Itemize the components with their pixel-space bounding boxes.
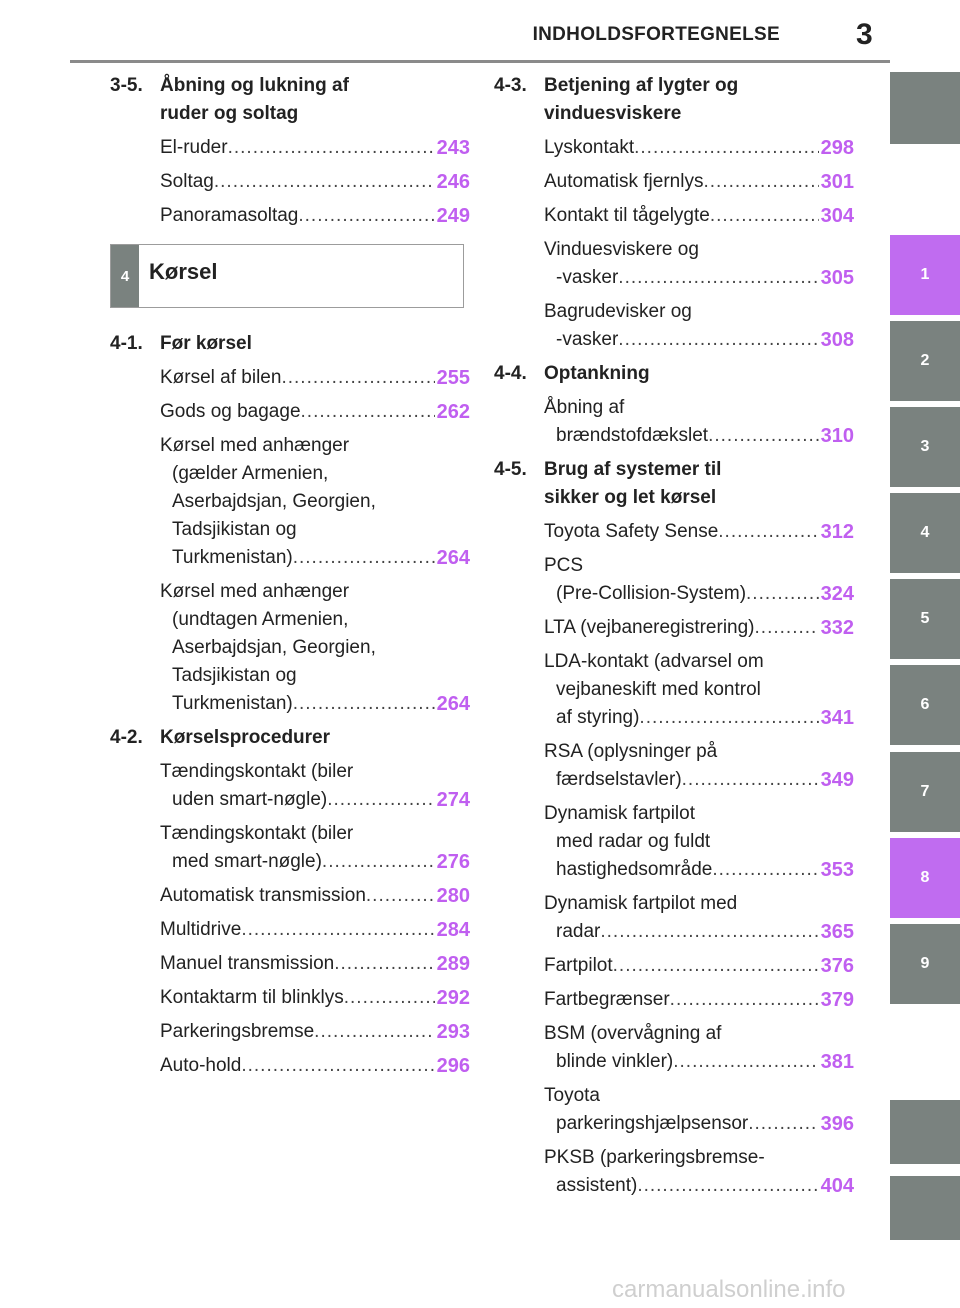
page-link[interactable]: 276 (436, 851, 470, 873)
page-link[interactable]: 296 (436, 1055, 470, 1077)
toc-entry-text: Toyota Safety Sense (544, 521, 719, 542)
toc-entry-text: Bagrudevisker og (544, 301, 692, 322)
leader-dots (366, 882, 435, 910)
toc-entry-text: radar (556, 921, 601, 942)
leader-dots (682, 766, 819, 794)
toc-entry-line (544, 264, 854, 292)
section-number: 4-3. (494, 75, 527, 96)
toc-entry-text: vejbaneskift med kontrol (556, 679, 761, 700)
watermark: carmanualsonline.info (612, 1276, 846, 1303)
toc-entry[interactable] (160, 758, 470, 814)
toc-entry[interactable] (160, 1052, 470, 1080)
chapter-tab-6[interactable]: 6 (890, 665, 960, 745)
toc-entry-text: brændstofdækslet (556, 425, 709, 446)
toc-entry[interactable] (160, 398, 470, 426)
toc-entry-text: Tadsjikistan og (172, 519, 297, 540)
toc-entry[interactable] (160, 984, 470, 1012)
section-heading (110, 72, 470, 128)
leader-dots (298, 202, 434, 230)
page-link[interactable]: 353 (820, 859, 854, 881)
toc-entry[interactable] (544, 134, 854, 162)
toc-entry-text: (Pre-Collision-System) (556, 583, 747, 604)
page-link[interactable]: 341 (820, 707, 854, 729)
toc-entry-text: (gælder Armenien, (172, 463, 329, 484)
toc-entry[interactable] (544, 648, 854, 732)
page-link[interactable]: 312 (820, 521, 854, 543)
toc-entry-text: Aserbajdsjan, Georgien, (172, 491, 376, 512)
section-title-line: Betjening af lygter og (544, 75, 739, 96)
toc-entry[interactable] (544, 952, 854, 980)
toc-entry[interactable] (160, 202, 470, 230)
section-title-line: Før kørsel (160, 333, 252, 354)
toc-entry[interactable] (160, 882, 470, 910)
toc-entry-line (544, 134, 854, 162)
toc-entry-text: Kontakt til tågelygte (544, 205, 710, 226)
page-link[interactable]: 365 (820, 921, 854, 943)
section-title (160, 72, 470, 128)
toc-entry-line (544, 422, 854, 450)
toc-entry[interactable] (160, 578, 470, 718)
leader-dots (228, 134, 435, 162)
toc-entry[interactable] (544, 890, 854, 946)
toc-entry-text: færdselstavler) (556, 769, 682, 790)
toc-entry-line (544, 856, 854, 884)
page-link[interactable]: 349 (820, 769, 854, 791)
section-title-line: Kørselsprocedurer (160, 727, 331, 748)
toc-entry-line (160, 398, 470, 426)
leader-dots (344, 984, 435, 1012)
leader-dots (618, 264, 818, 292)
toc-entry-line (544, 952, 854, 980)
toc-entry-text: Lyskontakt (544, 137, 635, 158)
toc-entry-text: Kørsel med anhænger (160, 435, 350, 456)
toc-entry-text: Gods og bagage (160, 401, 301, 422)
toc-entry-text: med radar og fuldt (556, 831, 711, 852)
page-link[interactable]: 301 (820, 171, 854, 193)
chapter-tab-2[interactable]: 2 (890, 321, 960, 401)
chapter-heading-box (110, 244, 464, 308)
section-title-line: vinduesviskere (544, 103, 682, 124)
header-rule (70, 60, 890, 63)
toc-entry-text: assistent) (556, 1175, 638, 1196)
toc-entry-line (160, 950, 470, 978)
toc-entry-text: -vasker (556, 329, 619, 350)
toc-entry[interactable] (160, 916, 470, 944)
toc-entry[interactable] (160, 134, 470, 162)
section-title-line: Brug af systemer til (544, 459, 722, 480)
leader-dots (301, 398, 435, 426)
toc-entry-text: Auto-hold (160, 1055, 242, 1076)
page-link[interactable]: 376 (820, 955, 854, 977)
leader-dots (600, 918, 818, 946)
toc-entry[interactable] (544, 202, 854, 230)
toc-entry-text: Kontaktarm til blinklys (160, 987, 344, 1008)
page-link[interactable]: 243 (436, 137, 470, 159)
page-link[interactable]: 308 (820, 329, 854, 351)
chapter-tab-5[interactable]: 5 (890, 579, 960, 659)
chapter-tab-4[interactable]: 4 (890, 493, 960, 573)
toc-entry[interactable] (544, 168, 854, 196)
toc-entry-text: Fartbegrænser (544, 989, 670, 1010)
header-title: INDHOLDSFORTEGNELSE (532, 24, 780, 45)
leader-dots (293, 690, 435, 718)
page-link[interactable]: 396 (820, 1113, 854, 1135)
toc-entry[interactable] (160, 950, 470, 978)
leader-dots (710, 202, 819, 230)
left-column-sections (110, 330, 470, 1086)
section-title-line: ruder og soltag (160, 103, 299, 124)
page-number: 3 (856, 18, 873, 51)
section-title-line: Åbning og lukning af (160, 75, 349, 96)
chapter-tab-1[interactable]: 1 (890, 235, 960, 315)
toc-entry-line (160, 544, 470, 572)
toc-entry-line (160, 848, 470, 876)
toc-entry-text: PCS (544, 555, 584, 576)
chapter-tab-blank[interactable] (890, 1100, 960, 1164)
toc-entry-text: Vinduesviskere og (544, 239, 699, 260)
chapter-number: 4 (111, 245, 139, 307)
leader-dots (322, 848, 435, 876)
toc-entry-line (544, 1110, 854, 1138)
chapter-tab-blank[interactable] (890, 1176, 960, 1240)
toc-entry[interactable] (544, 1144, 854, 1200)
toc-entry-text: LDA-kontakt (advarsel om (544, 651, 764, 672)
chapter-title: Kørsel (149, 259, 218, 284)
page-link[interactable]: 305 (820, 267, 854, 289)
toc-entry[interactable] (160, 168, 470, 196)
toc-entry-line (544, 1048, 854, 1076)
toc-entry-text: Tændingskontakt (biler (160, 761, 354, 782)
toc-entry-text: Kørsel af bilen (160, 367, 282, 388)
toc-entry-text: Turkmenistan) (172, 693, 293, 714)
toc-entry-text: Åbning af (544, 397, 625, 418)
toc-entry-text: Dynamisk fartpilot med (544, 893, 738, 914)
section-number: 4-1. (110, 333, 143, 354)
leader-dots (613, 952, 819, 980)
toc-entry-text: Manuel transmission (160, 953, 335, 974)
toc-entry[interactable] (160, 1018, 470, 1046)
leader-dots (712, 856, 818, 884)
toc-entry-text: Dynamisk fartpilot (544, 803, 695, 824)
toc-entry-line (160, 690, 470, 718)
section-title (544, 72, 854, 128)
section-number: 3-5. (110, 75, 143, 96)
toc-entry-line (160, 202, 470, 230)
toc-entry-text: Kørsel med anhænger (160, 581, 350, 602)
left-column (110, 72, 470, 236)
page-link[interactable]: 293 (436, 1021, 470, 1043)
leader-dots (746, 580, 819, 608)
chapter-tab-3[interactable]: 3 (890, 407, 960, 487)
toc-entry-line (160, 882, 470, 910)
toc-entry-line (544, 766, 854, 794)
page-link[interactable]: 280 (436, 885, 470, 907)
section-heading (494, 360, 854, 388)
leader-dots (708, 422, 819, 450)
leader-dots (618, 326, 818, 354)
section-title (160, 330, 470, 358)
section-heading (110, 330, 470, 358)
toc-entry-text: Fartpilot (544, 955, 613, 976)
toc-entry-line (544, 326, 854, 354)
page-link[interactable]: 324 (820, 583, 854, 605)
chapter-tab-9[interactable]: 9 (890, 924, 960, 1004)
toc-entry-text: Parkeringsbremse (160, 1021, 315, 1042)
toc-entry-line (544, 518, 854, 546)
toc-entry-line (160, 168, 470, 196)
section-title (160, 724, 470, 752)
right-column (494, 72, 854, 1206)
toc-entry-text: parkeringshjælpsensor (556, 1113, 749, 1134)
toc-entry-text: PKSB (parkeringsbremse- (544, 1147, 765, 1168)
toc-entry-line (160, 984, 470, 1012)
toc-entry[interactable] (544, 614, 854, 642)
toc-entry-line (544, 168, 854, 196)
leader-dots (748, 1110, 818, 1138)
toc-entry-text: BSM (overvågning af (544, 1023, 722, 1044)
leader-dots (214, 168, 435, 196)
toc-entry-line (160, 916, 470, 944)
toc-entry-line (544, 986, 854, 1014)
toc-entry-text: Automatisk fjernlys (544, 171, 704, 192)
toc-entry[interactable] (160, 364, 470, 392)
toc-entry-line (544, 614, 854, 642)
toc-entry[interactable] (544, 800, 854, 884)
leader-dots (327, 786, 434, 814)
leader-dots (637, 1172, 818, 1200)
chapter-tab-blank[interactable] (890, 72, 960, 144)
toc-entry-text: Panoramasoltag (160, 205, 299, 226)
page-link[interactable]: 274 (436, 789, 470, 811)
section-title (544, 360, 854, 388)
page-link[interactable]: 262 (436, 401, 470, 423)
toc-entry[interactable] (544, 552, 854, 608)
page-link[interactable]: 379 (820, 989, 854, 1011)
toc-entry[interactable] (544, 1082, 854, 1138)
toc-entry[interactable] (160, 820, 470, 876)
page-link[interactable]: 284 (436, 919, 470, 941)
toc-entry-text: El-ruder (160, 137, 228, 158)
leader-dots (639, 704, 818, 732)
toc-entry-line (544, 202, 854, 230)
section-title-line: sikker og let kørsel (544, 487, 717, 508)
toc-entry[interactable] (544, 738, 854, 794)
toc-entry[interactable] (544, 518, 854, 546)
page-link[interactable]: 381 (820, 1051, 854, 1073)
toc-entry-text: af styring) (556, 707, 640, 728)
toc-entry[interactable] (544, 394, 854, 450)
section-heading (110, 724, 470, 752)
leader-dots (634, 134, 819, 162)
toc-entry-line (544, 1172, 854, 1200)
section-number: 4-2. (110, 727, 143, 748)
leader-dots (718, 518, 818, 546)
toc-entry-text: blinde vinkler) (556, 1051, 674, 1072)
toc-entry-line (544, 704, 854, 732)
page-link[interactable]: 304 (820, 205, 854, 227)
page-link[interactable]: 332 (820, 617, 854, 639)
toc-entry-line (544, 918, 854, 946)
section-number: 4-4. (494, 363, 527, 384)
toc-entry-text: Toyota (544, 1085, 600, 1106)
section-heading (494, 456, 854, 512)
toc-entry-text: Aserbajdsjan, Georgien, (172, 637, 376, 658)
page-link[interactable]: 264 (436, 693, 470, 715)
toc-entry-line (160, 1018, 470, 1046)
leader-dots (703, 168, 818, 196)
leader-dots (281, 364, 434, 392)
toc-entry-text: uden smart-nøgle) (172, 789, 328, 810)
toc-entry-text: (undtagen Armenien, (172, 609, 349, 630)
toc-entry-text: Turkmenistan) (172, 547, 293, 568)
section-title-line: Optankning (544, 363, 650, 384)
page-link[interactable]: 249 (436, 205, 470, 227)
page-link[interactable]: 298 (820, 137, 854, 159)
toc-entry-text: hastighedsområde (556, 859, 713, 880)
section-number: 4-5. (494, 459, 527, 480)
page-link[interactable]: 310 (820, 425, 854, 447)
toc-entry[interactable] (544, 298, 854, 354)
toc-entry-line (160, 134, 470, 162)
toc-entry-line (544, 580, 854, 608)
leader-dots (673, 1048, 818, 1076)
toc-entry-text: Automatisk transmission (160, 885, 366, 906)
toc-entry-text: RSA (oplysninger på (544, 741, 718, 762)
leader-dots (314, 1018, 434, 1046)
leader-dots (241, 1052, 434, 1080)
toc-entry-text: LTA (vejbaneregistrering) (544, 617, 755, 638)
leader-dots (293, 544, 435, 572)
toc-entry-line (160, 1052, 470, 1080)
page-link[interactable]: 289 (436, 953, 470, 975)
toc-entry[interactable] (160, 432, 470, 572)
leader-dots (334, 950, 434, 978)
toc-entry-line (160, 786, 470, 814)
toc-entry-line (160, 364, 470, 392)
toc-entry[interactable] (544, 236, 854, 292)
chapter-tab-8[interactable]: 8 (890, 838, 960, 918)
leader-dots (670, 986, 819, 1014)
toc-entry-text: -vasker (556, 267, 619, 288)
leader-dots (755, 614, 819, 642)
page-link[interactable]: 264 (436, 547, 470, 569)
chapter-tab-7[interactable]: 7 (890, 752, 960, 832)
page-link[interactable]: 255 (436, 367, 470, 389)
page-link[interactable]: 404 (820, 1175, 854, 1197)
leader-dots (241, 916, 434, 944)
section-title (544, 456, 854, 512)
toc-entry-text: Multidrive (160, 919, 242, 940)
toc-entry-text: Tadsjikistan og (172, 665, 297, 686)
toc-entry-text: Tændingskontakt (biler (160, 823, 354, 844)
section-heading (494, 72, 854, 128)
page-link[interactable]: 246 (436, 171, 470, 193)
toc-entry-text: med smart-nøgle) (172, 851, 322, 872)
page-link[interactable]: 292 (436, 987, 470, 1009)
toc-entry[interactable] (544, 986, 854, 1014)
toc-entry-text: Soltag (160, 171, 214, 192)
toc-entry[interactable] (544, 1020, 854, 1076)
